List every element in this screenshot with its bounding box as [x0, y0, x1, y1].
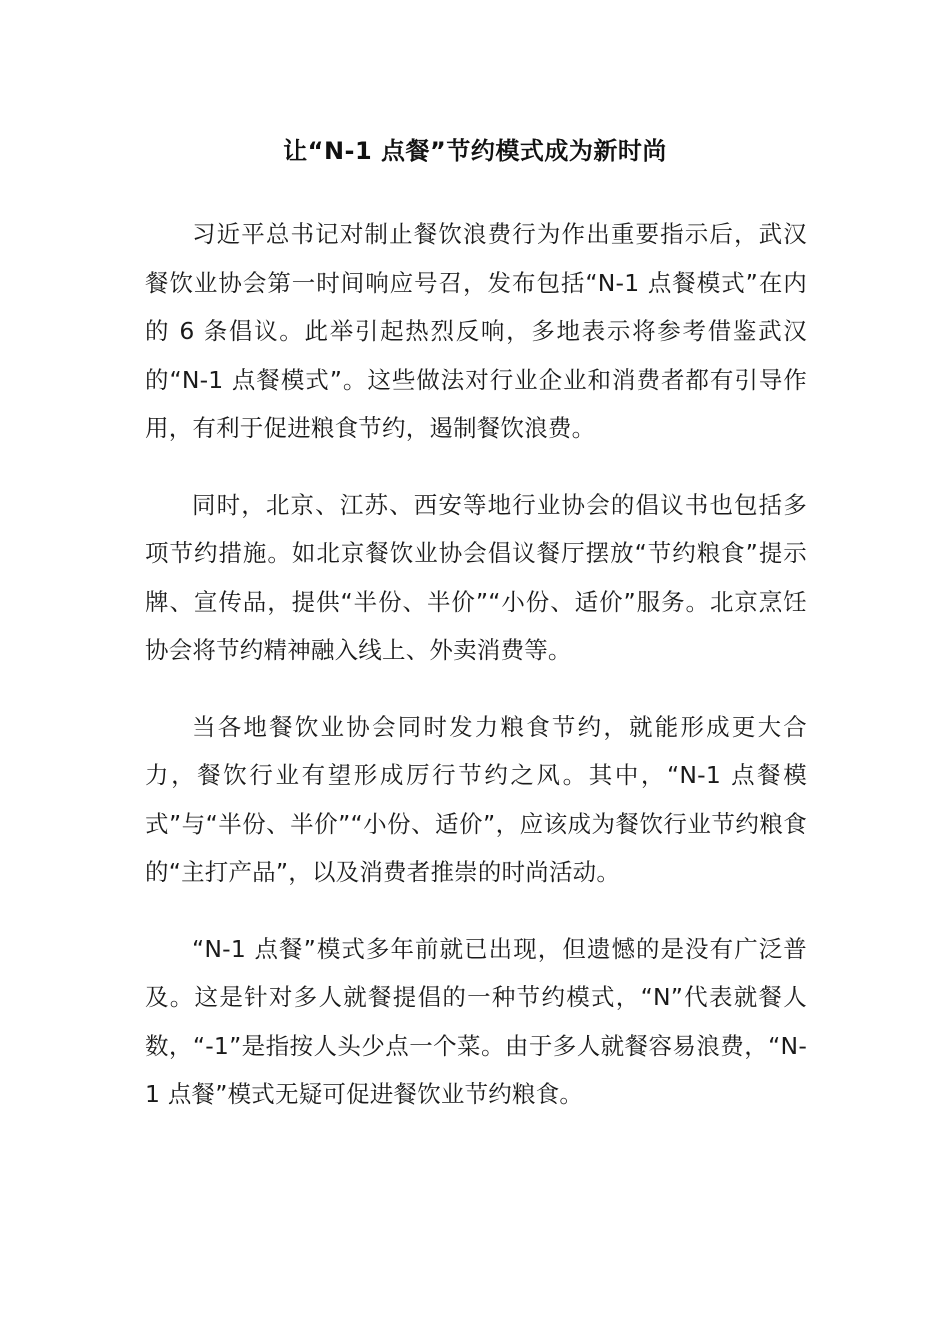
- article-body: [145, 210, 807, 1147]
- article-title: 让“N-1 点餐”节约模式成为新时尚: [283, 137, 667, 165]
- paragraph-3: 当各地餐饮业协会同时发力粮食节约，就能形成更大合力，餐饮行业有望形成厉行节约之风。其中，“N-1 点餐模式”与“半份、半价”“小份、适价”，应该成为餐饮行业节约粮食的“主打产品”，以及消费者推崇的时尚活动。: [145, 712, 807, 886]
- paragraph-2: 同时，北京、江苏、西安等地行业协会的倡议书也包括多项节约措施。如北京餐饮业协会倡议餐厅摆放“节约粮食”提示牌、宣传品，提供“半份、半价”“小份、适价”服务。北京烹饪协会将节约精神融入线上、外卖消费等。: [145, 490, 807, 664]
- paragraph-4: “N-1 点餐”模式多年前就已出现，但遗憾的是没有广泛普及。这是针对多人就餐提倡的一种节约模式，“N”代表就餐人数，“-1”是指按人头少点一个菜。由于多人就餐容易浪费，“N-1 点餐”模式无疑可促进餐饮业节约粮食。: [145, 934, 807, 1108]
- paragraph-1: 习近平总书记对制止餐饮浪费行为作出重要指示后，武汉餐饮业协会第一时间响应号召，发布包括“N-1 点餐模式”在内的 6 条倡议。此举引起热烈反响，多地表示将参考借鉴武汉的“N-1 点餐模式”。这些做法对行业企业和消费者都有引导作用，有利于促进粮食节约，遏制餐饮浪费。: [145, 220, 807, 442]
